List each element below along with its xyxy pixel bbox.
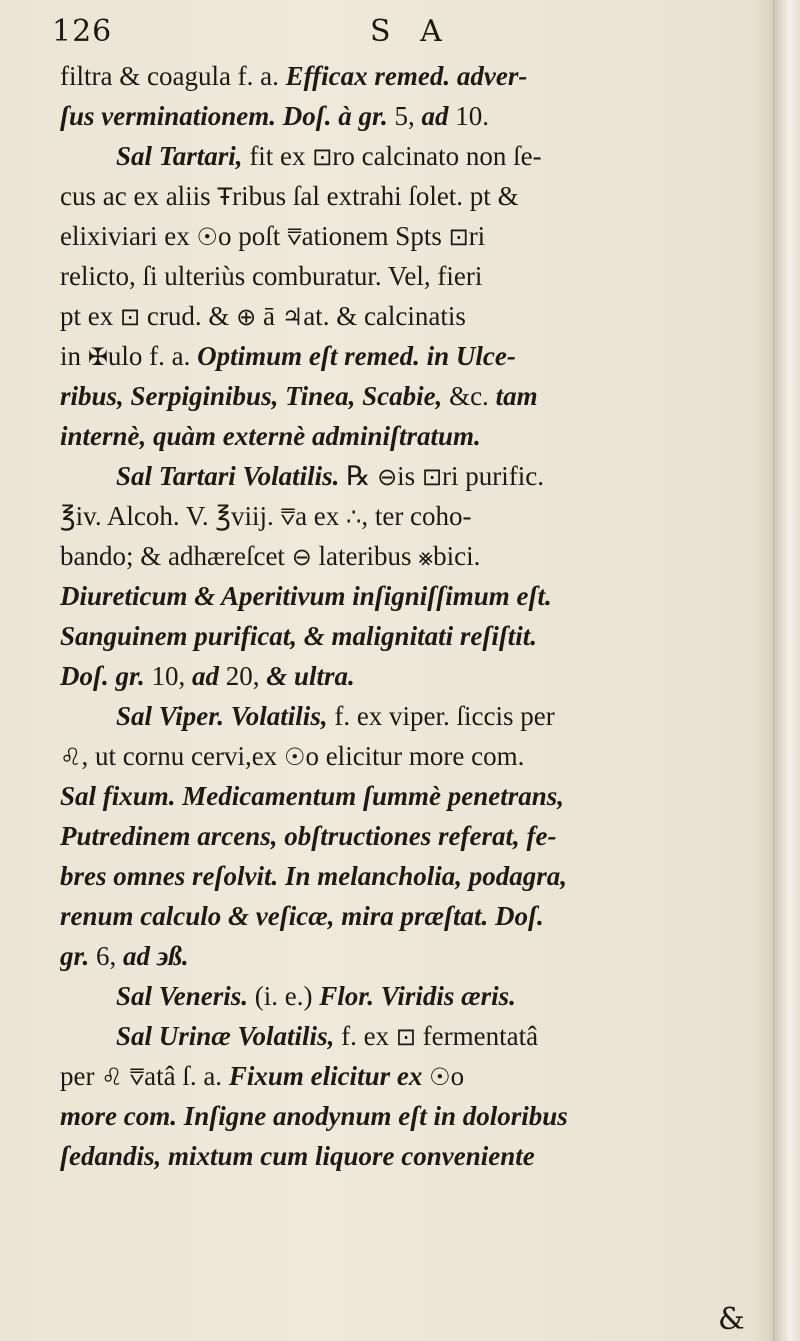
alchemical-symbol-icon: ⊡	[448, 223, 469, 251]
alchemical-symbol-icon: ☉	[196, 223, 218, 251]
alchemical-symbol-icon: ∴	[346, 503, 362, 531]
text-run: gr.	[60, 941, 97, 971]
text-line	[60, 1016, 760, 1056]
text-line	[60, 256, 760, 296]
text-run: 10.	[455, 101, 490, 131]
text-run: Sal fixum. Medicamentum ſummè penetrans,	[60, 781, 565, 811]
text-line	[60, 456, 760, 496]
text-run: 20,	[225, 661, 267, 691]
text-run: ribus, Serpiginibus, Tinea, Scabie,	[60, 381, 450, 411]
text-line	[60, 816, 760, 856]
alchemical-symbol-icon: ⩢	[286, 223, 302, 251]
text-run: Flor. Viridis æris.	[319, 981, 516, 1011]
text-line	[60, 736, 760, 776]
text-run: Diureticum & Aperitivum inſigniſſimum eſt.	[60, 581, 552, 611]
text-line	[60, 656, 760, 696]
text-run: ϶ß.	[156, 941, 189, 971]
text-line	[60, 136, 760, 176]
text-run: Sal Veneris.	[116, 981, 255, 1011]
text-run: bici.	[433, 541, 481, 571]
alchemical-symbol-icon: ⊡	[312, 143, 333, 171]
text-run: o poſt	[217, 221, 287, 251]
text-run: gr.	[358, 101, 395, 131]
text-run: Sal Tartari,	[116, 141, 250, 171]
running-head: S A	[370, 14, 452, 49]
text-run: & ultra.	[266, 661, 355, 691]
page-number: 126	[52, 14, 113, 49]
text-run: Sal Urinæ Volatilis,	[116, 1021, 342, 1051]
alchemical-symbol-icon: ⊖	[377, 463, 398, 491]
text-run: Fixum elicitur ex	[228, 1061, 430, 1091]
alchemical-symbol-icon: ♃	[281, 303, 304, 331]
text-run: fit ex	[249, 141, 313, 171]
text-run: Doſ. gr.	[60, 661, 152, 691]
text-run: fermentatâ	[415, 1021, 539, 1051]
alchemical-symbol-icon: ✠	[87, 343, 108, 371]
text-line	[60, 1136, 760, 1176]
text-run: a ex	[295, 501, 347, 531]
text-run: ℞	[346, 461, 378, 491]
text-run: crud. &	[140, 301, 237, 331]
text-line	[60, 1056, 760, 1096]
text-line	[60, 176, 760, 216]
text-line	[60, 576, 760, 616]
text-run: &c.	[449, 381, 496, 411]
text-run: internè, quàm externè adminiſtratum.	[60, 421, 481, 451]
text-run: more com. Inſigne anodynum eſt in doloribus	[60, 1101, 568, 1131]
text-run: renum calculo & veſicæ, mira præſtat. Doſ.	[60, 901, 544, 931]
alchemical-symbol-icon: ⊕	[236, 303, 257, 331]
text-line	[60, 416, 760, 456]
text-run: Sal Tartari Volatilis.	[116, 461, 347, 491]
text-run: in	[60, 341, 88, 371]
text-run: à	[338, 101, 359, 131]
text-run: relicto, ſi ulteriùs comburatur. Vel, fieri	[60, 261, 483, 291]
alchemical-symbol-icon: ☉	[283, 743, 306, 771]
text-run: bando; & adhæreſcet	[60, 541, 292, 571]
text-run: ribus ſal extrahi ſolet. pt &	[232, 181, 519, 211]
text-run: ā	[256, 301, 282, 331]
page-edge	[773, 0, 800, 1341]
text-run: ulo f. a.	[107, 341, 198, 371]
text-run: , ut cornu cervi,ex	[81, 741, 284, 771]
text-line	[60, 936, 760, 976]
alchemical-symbol-icon: Ŧ	[217, 183, 233, 211]
text-run: f. ex	[341, 1021, 396, 1051]
text-run: cus ac ex aliis	[60, 181, 218, 211]
text-run: filtra & coagula f. a.	[60, 61, 286, 91]
text-run	[123, 1061, 130, 1091]
text-line	[60, 336, 760, 376]
alchemical-symbol-icon: ⩢	[280, 503, 296, 531]
text-line	[60, 96, 760, 136]
text-run: ad	[123, 941, 157, 971]
text-run: o	[450, 1061, 465, 1091]
text-run: ro calcinato non ſe-	[332, 141, 542, 171]
text-run: Sal Viper. Volatilis,	[116, 701, 335, 731]
text-run: tam	[495, 381, 538, 411]
text-line	[60, 776, 760, 816]
text-line	[60, 216, 760, 256]
text-line	[60, 496, 760, 536]
text-run: ri	[468, 221, 486, 251]
text-run: 6,	[96, 941, 124, 971]
catchword: &	[718, 1302, 745, 1337]
text-line	[60, 896, 760, 936]
text-line	[60, 536, 760, 576]
text-run: 10,	[151, 661, 193, 691]
text-line	[60, 1096, 760, 1136]
text-run: ad	[421, 101, 456, 131]
text-line	[60, 376, 760, 416]
body-text	[60, 56, 760, 1176]
text-line	[60, 296, 760, 336]
text-run: pt ex	[60, 301, 120, 331]
text-run: bres omnes reſolvit. In melancholia, podagra,	[60, 861, 568, 891]
alchemical-symbol-icon: ♌	[60, 743, 82, 771]
text-line	[60, 856, 760, 896]
text-run: Sanguinem purificat, & malignitati reſiſtit.	[60, 621, 538, 651]
alchemical-symbol-icon: ☉	[429, 1063, 451, 1091]
text-run: lateribus	[311, 541, 419, 571]
text-run: f. ex viper. ſiccis per	[334, 701, 555, 731]
text-run: atâ ſ. a.	[144, 1061, 229, 1091]
alchemical-symbol-icon: ⨳	[418, 543, 434, 571]
alchemical-symbol-icon: ♌	[101, 1063, 123, 1091]
text-run: 5,	[394, 101, 422, 131]
text-line	[60, 696, 760, 736]
alchemical-symbol-icon: ⊡	[421, 463, 443, 491]
text-run: o elicitur more com.	[305, 741, 525, 771]
alchemical-symbol-icon: ⊡	[395, 1023, 416, 1051]
text-line	[60, 976, 760, 1016]
alchemical-symbol-icon: ⊖	[291, 543, 312, 571]
text-run: ſedandis, mixtum cum liquore conveniente	[60, 1141, 535, 1171]
text-line	[60, 56, 760, 96]
text-run: per	[60, 1061, 102, 1091]
text-run: Efficax remed. adver-	[285, 61, 528, 91]
text-run: Putredinem arcens, obſtructiones referat, fe-	[60, 821, 557, 851]
page-header	[52, 14, 752, 54]
text-run: ri purific.	[442, 461, 545, 491]
text-run: ſus verminationem. Doſ.	[60, 101, 339, 131]
text-run: ad	[192, 661, 226, 691]
text-run: (i. e.)	[254, 981, 320, 1011]
text-run: is	[397, 461, 422, 491]
text-line	[60, 616, 760, 656]
text-run: at. & calcinatis	[303, 301, 466, 331]
text-run: ℥iv. Alcoh. V. ℥viij.	[60, 501, 281, 531]
text-run: ationem Spts	[301, 221, 449, 251]
text-run: Optimum eſt remed. in Ulce-	[197, 341, 516, 371]
alchemical-symbol-icon: ⊡	[120, 303, 141, 331]
text-run: elixiviari ex	[60, 221, 197, 251]
alchemical-symbol-icon: ⩢	[129, 1063, 145, 1091]
text-run: , ter coho-	[361, 501, 472, 531]
